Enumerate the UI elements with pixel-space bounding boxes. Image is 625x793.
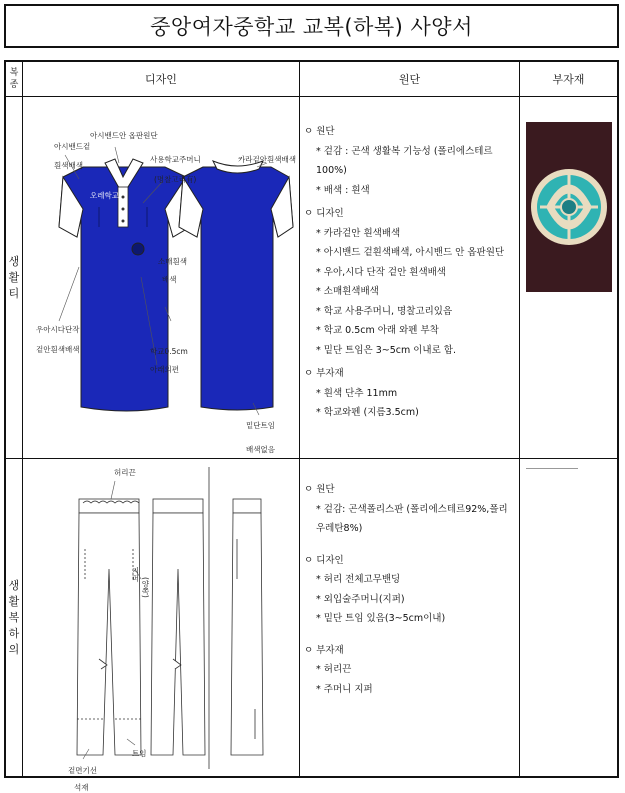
spec-item: * 밑단 트임 있음(3~5cm이내)	[316, 613, 446, 624]
section-head: ㅇ 디자인	[304, 208, 344, 219]
spec-item: * 우아,시다 단작 겉안 흰색배색	[316, 266, 446, 278]
category-char: 의	[8, 642, 20, 656]
divider-line	[526, 468, 578, 469]
label-armband: 아시밴드겉	[54, 142, 91, 151]
page-title: 중앙여자중학교 교복(하복) 사양서	[4, 4, 619, 48]
label-side: 우아시다단작	[36, 325, 80, 334]
category-char: 활	[8, 270, 20, 284]
row-category-pants	[6, 459, 22, 776]
label-school: 학교0.5cm	[150, 347, 188, 356]
category-char: 생	[8, 578, 20, 592]
label-hem-color: 배색없음	[246, 445, 275, 454]
design-section	[304, 551, 516, 629]
spec-item: * 배색 : 흰색	[316, 184, 370, 196]
shirt-back	[179, 161, 293, 410]
spec-item: * 허리 전체고무밴딩	[316, 574, 401, 585]
spec-item: * 학교와펜 (지름3.5cm)	[316, 407, 419, 418]
header-accessories: 부자재	[520, 62, 617, 96]
col-divider	[519, 62, 520, 776]
spec-item: * 겉감: 곤색폴리스판 (폴리에스테르92%,폴리우레탄8%)	[316, 503, 508, 534]
spec-item: * 겉감 : 곤색 생활복 기능성 (폴리에스테르100%)	[316, 145, 493, 176]
label-stitch-color: 석재	[74, 783, 89, 792]
spec-item: * 허리끈	[316, 664, 352, 675]
spec-table	[4, 60, 619, 792]
section-head: ㅇ 원단	[304, 484, 335, 495]
label-sleeve-color: 배색	[162, 275, 177, 284]
fabric-section	[304, 480, 516, 539]
pants-design-drawing	[23, 459, 299, 776]
col-divider	[299, 62, 300, 776]
label-inner: 아시밴드안 옵판원단	[90, 131, 158, 140]
accessory-section	[304, 364, 516, 423]
fabric-spec-pants	[304, 480, 516, 699]
label-zipper: 지퍼	[131, 567, 140, 582]
category-char: 활	[8, 594, 20, 608]
fabric-spec-shirt	[304, 122, 516, 423]
category-char: 티	[8, 286, 20, 300]
label-hem: 밑단트임	[246, 421, 275, 430]
category-char: 생	[8, 254, 20, 268]
section-head: ㅇ 부자재	[304, 644, 344, 656]
spec-item: * 외입술주머니(지퍼)	[316, 593, 405, 605]
spec-item: * 아시밴드 겉흰색배색, 아시밴드 안 옵판원단	[316, 247, 505, 258]
pants-front	[77, 499, 141, 755]
school-emblem-image	[526, 122, 612, 292]
header-category-top: 복	[9, 68, 19, 78]
row-category-shirt	[6, 97, 22, 458]
spec-item: * 밑단 트임은 3~5cm 이내로 함.	[316, 344, 456, 356]
header-category-bottom: 종	[9, 80, 19, 90]
header-category	[6, 62, 22, 96]
spec-item: * 소매흰색배색	[316, 286, 379, 297]
label-waist: 허리끈	[114, 468, 136, 477]
label-stitch: 겉면기선	[68, 766, 97, 775]
category-char: 복	[8, 610, 20, 624]
section-head: ㅇ 디자인	[304, 554, 344, 566]
spec-item: * 흰색 단추 11mm	[316, 387, 398, 399]
category-char: 하	[8, 626, 20, 640]
label-armband-color: 흰색배색	[54, 161, 83, 170]
label-nametag: (명찰고리有)	[154, 175, 197, 184]
label-pocket: 사용학교주머니	[150, 155, 201, 164]
pants-back	[151, 499, 205, 755]
section-head: ㅇ 원단	[304, 126, 335, 137]
pants-side	[231, 499, 263, 755]
label-school-below: 아래의편	[150, 365, 179, 374]
label-sleeve: 소매흰색	[158, 257, 187, 266]
label-zipper-both: (양쪽)	[141, 577, 150, 598]
header-fabric: 원단	[300, 62, 519, 96]
label-badge: 오레학교	[90, 191, 119, 200]
spec-item: * 학교 0.5cm 아래 와펜 부착	[316, 325, 439, 336]
label-collar: 카라겉안흰색배색	[238, 155, 296, 164]
spec-item: * 카라겉안 흰색배색	[316, 227, 401, 239]
header-design: 디자인	[23, 62, 299, 96]
accessory-section	[304, 641, 516, 700]
design-section	[304, 204, 516, 360]
spec-item: * 학교 사용주머니, 명찰고리있음	[316, 305, 453, 317]
label-side-color: 겉안흰색배색	[36, 345, 80, 354]
label-slit: 트임	[132, 749, 147, 758]
section-head: ㅇ 부자재	[304, 368, 344, 379]
spec-item: * 주머니 지퍼	[316, 683, 373, 695]
fabric-section	[304, 122, 516, 200]
